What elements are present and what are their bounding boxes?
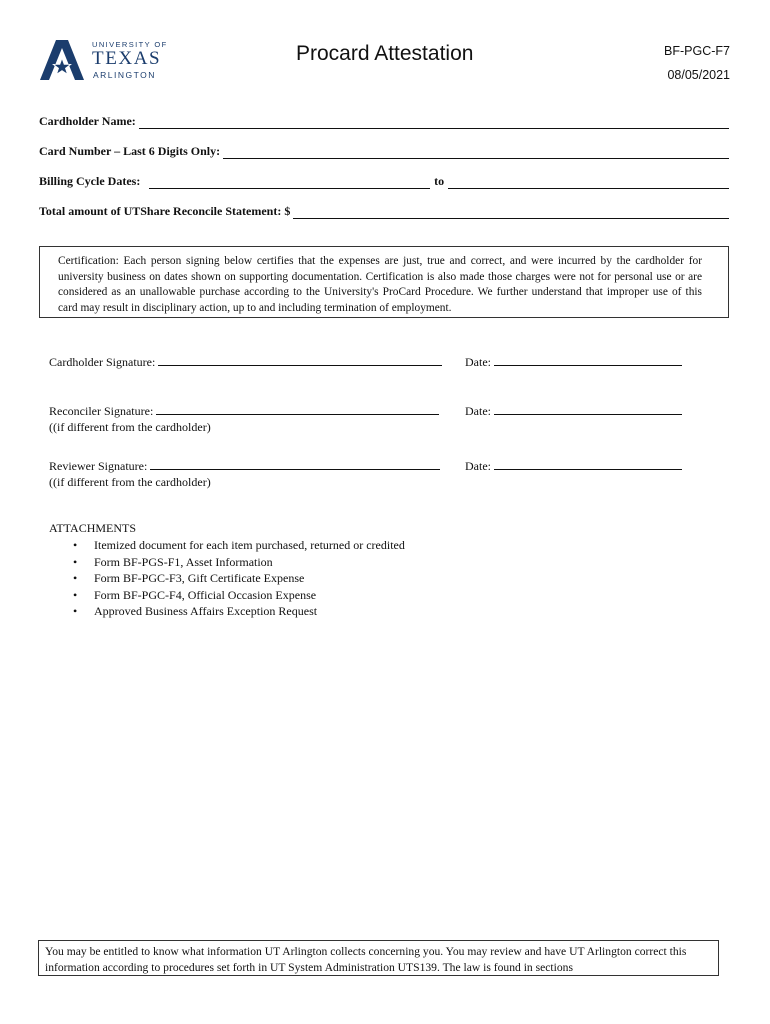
billing-cycle-label: Billing Cycle Dates:: [39, 174, 141, 188]
cardholder-date: [465, 355, 682, 370]
reconciler-signature: [49, 404, 439, 419]
cardholder-name-input[interactable]: [139, 116, 729, 129]
billing-cycle-field: [39, 174, 729, 189]
attachment-item: • Approved Business Affairs Exception Request: [70, 604, 405, 621]
card-number-input[interactable]: [223, 146, 729, 159]
reviewer-signature: [49, 459, 440, 474]
attachments-heading: ATTACHMENTS: [49, 521, 137, 535]
reconciler-note: ((if different from the cardholder): [49, 420, 211, 434]
reviewer-note: ((if different from the cardholder): [49, 475, 211, 489]
privacy-notice-box: [38, 940, 719, 976]
reconciler-date-label: Date:: [465, 404, 491, 418]
certification-text: Certification: Each person signing below certifies that the expenses are just, true and correct, and were incurred by the cardholder for university business on dates shown on supporting documentation. Certification is also made those charges were not for personal use or are considered as an unallowable purchase according to the University's ProCard Procedure. We further understand that improper use of this card may result in disciplinary action, up to and including termination of employment.: [58, 255, 702, 315]
cardholder-name-label: Cardholder Name:: [39, 114, 136, 128]
reconciler-signature-label: Reconciler Signature:: [49, 404, 154, 418]
reconciler-signature-input[interactable]: [156, 404, 439, 415]
attachment-item: • Form BF-PGC-F3, Gift Certificate Expense: [70, 571, 405, 588]
cardholder-signature-input[interactable]: [158, 355, 442, 366]
certification-box: [39, 246, 729, 318]
cardholder-date-input[interactable]: [494, 355, 682, 366]
page-title: Procard Attestation: [296, 42, 474, 65]
attachment-item: • Itemized document for each item purchased, returned or credited: [70, 538, 405, 555]
cardholder-signature: [49, 355, 442, 370]
cardholder-signature-label: Cardholder Signature:: [49, 355, 156, 369]
reconciler-date: [465, 404, 682, 419]
attachments-list: [70, 538, 405, 621]
reviewer-date-input[interactable]: [494, 459, 682, 470]
reviewer-signature-label: Reviewer Signature:: [49, 459, 148, 473]
university-logo: [40, 40, 170, 84]
total-amount-input[interactable]: [293, 206, 729, 219]
reviewer-date-label: Date:: [465, 459, 491, 473]
reconciler-date-input[interactable]: [494, 404, 682, 415]
billing-end-input[interactable]: [448, 176, 729, 189]
billing-start-input[interactable]: [149, 176, 430, 189]
form-code: BF-PGC-F7: [664, 44, 730, 58]
star-a-icon: [40, 40, 84, 82]
reviewer-signature-input[interactable]: [150, 459, 440, 470]
card-number-label: Card Number – Last 6 Digits Only:: [39, 144, 221, 158]
cardholder-date-label: Date:: [465, 355, 491, 369]
cardholder-name-field: [39, 114, 729, 129]
total-amount-label: Total amount of UTShare Reconcile Statement: $: [39, 204, 291, 218]
reviewer-date: [465, 459, 682, 474]
form-date: 08/05/2021: [667, 68, 730, 82]
card-number-field: [39, 144, 729, 159]
total-amount-field: [39, 204, 729, 219]
logo-line-arlington: ARLINGTON: [93, 70, 156, 80]
logo-line-university: UNIVERSITY OF: [92, 40, 168, 49]
logo-line-texas: TEXAS: [92, 48, 162, 69]
privacy-notice-text: You may be entitled to know what information UT Arlington collects concerning you. You may review and have UT Arlington correct this information according to procedures set forth in UT System Administration UTS139. The law is found in sections: [45, 945, 687, 974]
attachment-item: • Form BF-PGC-F4, Official Occasion Expense: [70, 588, 405, 605]
attachment-item: • Form BF-PGS-F1, Asset Information: [70, 555, 405, 572]
billing-to-label: to: [434, 174, 445, 188]
